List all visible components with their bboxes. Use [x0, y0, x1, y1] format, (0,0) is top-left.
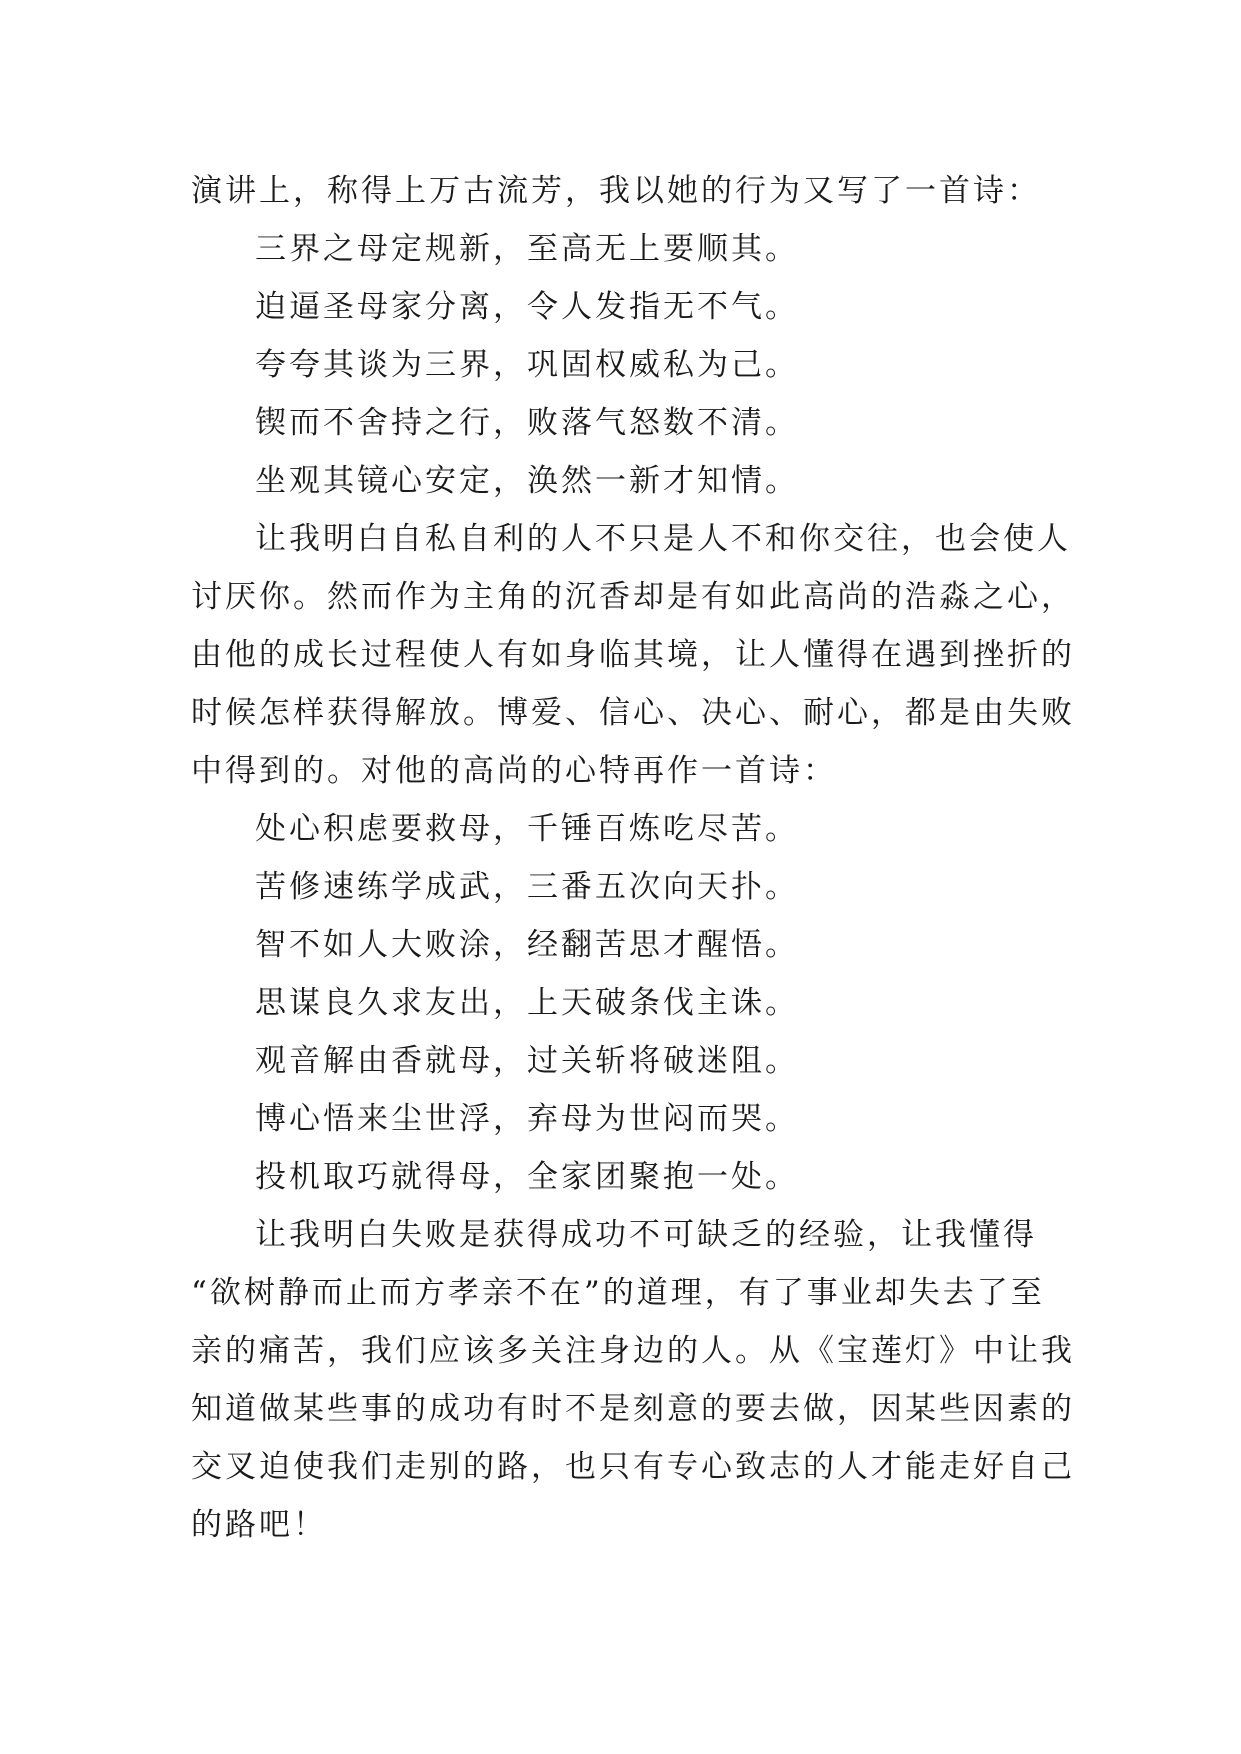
poem-line: 三界之母定规新，至高无上要顺其。 — [255, 231, 799, 267]
text-line: 中得到的。对他的高尚的心特再作一首诗： — [191, 753, 837, 789]
poem-line: 锲而不舍持之行，败落气怒数不清。 — [255, 405, 799, 441]
text-line: “欲树静而止而方孝亲不在”的道理，有了事业却失去了至 — [191, 1275, 1045, 1311]
text-line: 由他的成长过程使人有如身临其境，让人懂得在遇到挫折的 — [191, 637, 1075, 673]
document-body — [191, 162, 1075, 1554]
poem-line: 智不如人大败涂，经翻苦思才醒悟。 — [255, 927, 799, 963]
poem-line: 思谋良久求友出，上天破条伐主诛。 — [255, 985, 799, 1021]
paragraph-first-line: 让我明白失败是获得成功不可缺乏的经验，让我懂得 — [255, 1217, 1037, 1253]
text-line: 演讲上，称得上万古流芳，我以她的行为又写了一首诗： — [191, 173, 1041, 209]
poem-line: 投机取巧就得母，全家团聚抱一处。 — [255, 1159, 799, 1195]
poem-line: 迫逼圣母家分离，令人发指无不气。 — [255, 289, 799, 325]
text-line: 时候怎样获得解放。博爱、信心、决心、耐心，都是由失败 — [191, 695, 1075, 731]
poem-line: 夸夸其谈为三界，巩固权威私为己。 — [255, 347, 799, 383]
paragraph-first-line: 让我明白自私自利的人不只是人不和你交往，也会使人 — [255, 521, 1071, 557]
poem-line: 处心积虑要救母，千锤百炼吃尽苦。 — [255, 811, 799, 847]
text-line: 讨厌你。然而作为主角的沉香却是有如此高尚的浩淼之心， — [191, 579, 1075, 615]
poem-line: 博心悟来尘世浮，弃母为世闷而哭。 — [255, 1101, 799, 1137]
poem-line: 苦修速练学成武，三番五次向天扑。 — [255, 869, 799, 905]
text-line: 的路吧！ — [191, 1507, 327, 1543]
text-line: 知道做某些事的成功有时不是刻意的要去做，因某些因素的 — [191, 1391, 1075, 1427]
poem-line: 坐观其镜心安定，涣然一新才知情。 — [255, 463, 799, 499]
text-line: 亲的痛苦，我们应该多关注身边的人。从《宝莲灯》中让我 — [191, 1333, 1075, 1369]
poem-line: 观音解由香就母，过关斩将破迷阻。 — [255, 1043, 799, 1079]
text-line: 交叉迫使我们走别的路，也只有专心致志的人才能走好自己 — [191, 1449, 1075, 1485]
